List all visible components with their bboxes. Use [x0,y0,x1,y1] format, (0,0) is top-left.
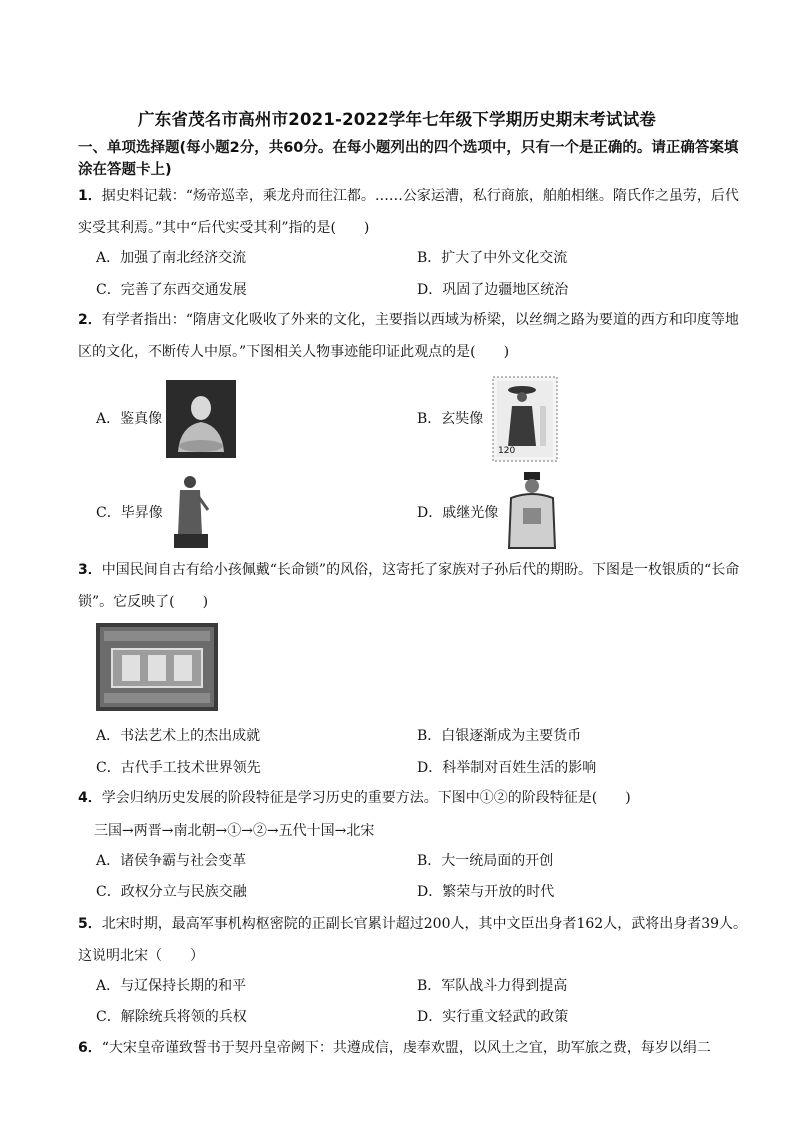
q4-option-a: A．诸侯争霸与社会变革 [96,853,247,869]
exam-title: 广东省茂名市高州市2021-2022学年七年级下学期历史期末考试试卷 [138,110,656,129]
question-1-number: 1． [78,188,102,204]
bisheng-statue-image [168,470,214,552]
q1-option-c: C．完善了东西交通发展 [96,282,247,298]
xuanzang-stamp-image [492,376,558,462]
q3-option-c: C．古代手工技术世界领先 [96,760,261,776]
question-5-number: 5． [78,916,102,932]
q1-option-a: A．加强了南北经济交流 [96,250,247,266]
question-6-number: 6． [78,1040,102,1056]
question-2-number: 2． [78,312,102,328]
q2-option-b: B．玄奘像 [417,411,484,427]
question-2-text: 有学者指出：“隋唐文化吸收了外来的文化，主要指以西域为桥梁，以丝绸之路为要道的西方和印度等地区的文化，不断传人中原。”下图相关人物事迹能印证此观点的是( ) [78,312,739,360]
qijiguang-portrait-image [505,470,559,552]
q5-option-b: B．军队战斗力得到提高 [417,978,568,994]
question-3-text: 中国民间自古有给小孩佩戴“长命锁”的风俗，这寄托了家族对子孙后代的期盼。下图是一枚银质的“长命锁”。它反映了( ) [78,562,740,610]
q2-option-d: D．戚继光像 [417,505,499,521]
question-6-text: “大宋皇帝谨致誓书于契丹皇帝阙下：共遵成信，虔奉欢盟，以风土之宜，助军旅之费，每岁以绢二 [101,1040,711,1056]
q3-option-d: D．科举制对百姓生活的影响 [417,760,597,776]
question-1-text: 据史料记载：“炀帝巡幸，乘龙舟而往江都。……公家运漕，私行商旅，舶舶相继。隋氏作之虽劳，后代实受其利焉。”其中“后代实受其利”指的是( ) [78,188,739,236]
q1-option-b: B．扩大了中外文化交流 [417,250,568,266]
q4-option-b: B．大一统局面的开创 [417,853,554,869]
q3-option-a: A．书法艺术上的杰出成就 [96,728,261,744]
q3-option-b: B．白银逐渐成为主要货币 [417,728,582,744]
stamp-value: 120 [498,446,516,456]
question-6 [78,1032,750,1064]
question-3 [78,554,750,618]
q2-option-c: C．毕昇像 [96,505,163,521]
q4-option-c: C．政权分立与民族交融 [96,884,247,900]
dynasty-chain: 三国→两晋→南北朝→①→②→五代十国→北宋 [94,823,375,839]
q1-option-d: D．巩固了边疆地区统治 [417,282,569,298]
question-5 [78,908,750,972]
question-1 [78,180,750,244]
q2-option-a: A．鉴真像 [96,411,163,427]
question-4-text: 学会归纳历史发展的阶段特征是学习历史的重要方法。下图中①②的阶段特征是( ) [101,790,631,806]
section-heading: 一、单项选择题(每小题2分，共60分。在每小题列出的四个选项中，只有一个是正确的。请正确答案填涂在答题卡上) [78,140,739,178]
q5-option-a: A．与辽保持长期的和平 [96,978,247,994]
question-4-number: 4． [78,790,102,806]
question-2 [78,304,750,368]
question-5-text: 北宋时期，最高军事机构枢密院的正副长官累计超过200人，其中文臣出身者162人，武将出身者39人。这说明北宋（ ） [78,916,748,964]
q5-option-d: D．实行重文轻武的政策 [417,1009,569,1025]
question-4 [78,782,750,814]
longevity-lock-image [96,623,218,711]
q4-option-d: D．繁荣与开放的时代 [417,884,555,900]
jianzhen-portrait-image [166,380,236,458]
q5-option-c: C．解除统兵将领的兵权 [96,1009,247,1025]
question-3-number: 3． [78,562,102,578]
